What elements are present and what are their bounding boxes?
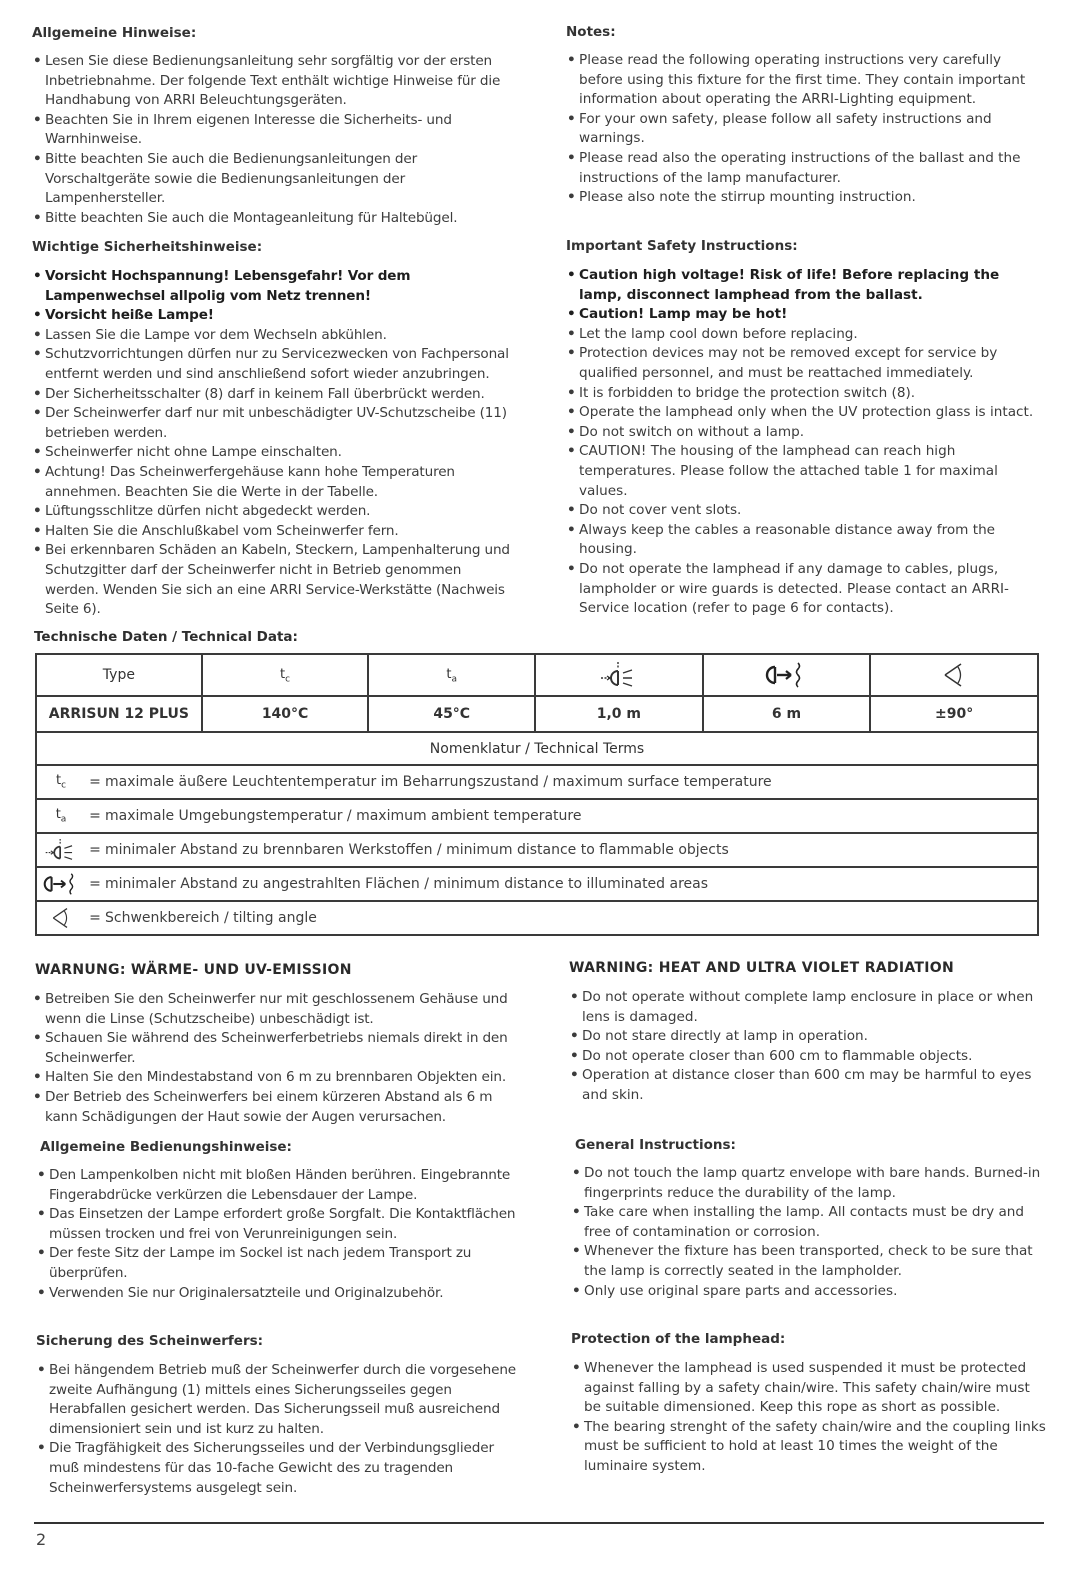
list-item: • Beachten Sie in Ihrem eigenen Interesse die Sicherheits- und Warnhinweise. xyxy=(32,111,512,150)
term-row xyxy=(36,765,1038,799)
list-item: • Operate the lamphead only when the UV protection glass is intact. xyxy=(566,403,1046,423)
de-protection-items xyxy=(36,1361,516,1498)
value-type: ARRISUN 12 PLUS xyxy=(36,696,202,732)
list-item: • Do not cover vent slots. xyxy=(566,501,1046,521)
de-protection-title: Sicherung des Scheinwerfers: xyxy=(36,1333,264,1349)
en-general-items xyxy=(566,51,1046,208)
list-item: • Bei hängendem Betrieb muß der Scheinwerfer durch die vorgesehene zweite Aufhängung (1) mittels eines Sicherungsseiles gegen Herabfallen gesichert werden. Das Sicherungsseil muß ausreichend dimensioniert sein und ist kurz zu halten. xyxy=(36,1361,516,1439)
term-text: minimaler Abstand zu brennbaren Werkstoffen / minimum distance to flammable objects xyxy=(105,842,729,858)
list-item: • Achtung! Das Scheinwerfergehäuse kann hohe Temperaturen annehmen. Beachten Sie die Werte in der Tabelle. xyxy=(32,463,512,502)
list-item: • Bei erkennbaren Schäden an Kabeln, Steckern, Lampenhalterung und Schutzgitter darf der Scheinwerfer nicht in Betrieb genommen werden. Wenden Sie sich an eine ARRI Service-Werkstätte (Nachweis Seite 6). xyxy=(32,541,512,619)
en-operating-list xyxy=(571,1164,1051,1301)
flammable-distance-icon xyxy=(44,838,78,862)
value-tilt: ±90° xyxy=(870,696,1038,732)
term-equals: = xyxy=(89,808,101,824)
list-item: • Halten Sie die Anschlußkabel vom Scheinwerfer fern. xyxy=(32,522,512,542)
de-general-list xyxy=(32,52,512,228)
list-item: • Verwenden Sie nur Originalersatzteile und Originalzubehör. xyxy=(36,1284,516,1304)
list-item: • Do not operate the lamphead if any damage to cables, plugs, lampholder or wire guards is detected. Please contact an ARRI-Service location (refer to page 6 for contacts). xyxy=(566,560,1046,619)
tc-symbol: $t_c$ xyxy=(55,773,67,791)
de-protection-list xyxy=(36,1361,516,1498)
en-safety-bold-item: • Caution! Lamp may be hot! xyxy=(566,305,1046,325)
list-item: • Bitte beachten Sie auch die Bedienungsanleitungen der Vorschaltgeräte sowie die Bedienungsanleitungen der Lampenhersteller. xyxy=(32,150,512,209)
de-general-items xyxy=(32,52,512,228)
list-item: • Lassen Sie die Lampe vor dem Wechseln abkühlen. xyxy=(32,326,512,346)
footer-rule xyxy=(34,1522,1044,1524)
en-safety-title: Important Safety Instructions: xyxy=(566,238,798,254)
header-flammable-distance xyxy=(535,654,703,696)
table-header-row xyxy=(36,654,1038,696)
de-safety-list xyxy=(32,267,512,620)
term-row xyxy=(36,833,1038,867)
list-item: • Scheinwerfer nicht ohne Lampe einschalten. xyxy=(32,443,512,463)
term-row xyxy=(36,867,1038,901)
term-equals: = xyxy=(89,842,101,858)
list-item: • Do not operate without complete lamp enclosure in place or when lens is damaged. xyxy=(569,988,1049,1027)
list-item: • Das Einsetzen der Lampe erfordert große Sorgfalt. Die Kontaktflächen müssen trocken und frei von Verunreinigungen sein. xyxy=(36,1205,516,1244)
en-operating-items xyxy=(571,1164,1051,1301)
de-warning-title: WARNUNG: WÄRME- UND UV-EMISSION xyxy=(35,962,352,978)
list-item: • Please read also the operating instructions of the ballast and the instructions of the lamp manufacturer. xyxy=(566,149,1046,188)
tilt-icon xyxy=(939,661,969,689)
list-item: • Der Sicherheitsschalter (8) darf in keinem Fall überbrückt werden. xyxy=(32,385,512,405)
page-number: 2 xyxy=(36,1530,47,1549)
list-item: • Lüftungsschlitze dürfen nicht abgedeckt werden. xyxy=(32,502,512,522)
list-item: • Whenever the lamphead is used suspended it must be protected against falling by a safety chain/wire. This safety chain/wire must be suitable dimensioned. Keep this rope as short as possible. xyxy=(571,1359,1051,1418)
list-item: • Betreiben Sie den Scheinwerfer nur mit geschlossenem Gehäuse und wenn die Linse (Schutzscheibe) unbeschädigt ist. xyxy=(32,990,512,1029)
en-protection-list xyxy=(571,1359,1051,1477)
list-item: • Do not stare directly at lamp in operation. xyxy=(569,1027,1049,1047)
list-item: • It is forbidden to bridge the protection switch (8). xyxy=(566,384,1046,404)
en-general-list xyxy=(566,51,1046,208)
list-item: • Only use original spare parts and accessories. xyxy=(571,1282,1051,1302)
list-item: • Bitte beachten Sie auch die Montageanleitung für Haltebügel. xyxy=(32,209,512,229)
flammable-distance-icon xyxy=(599,661,639,689)
list-item: • Please read the following operating instructions very carefully before using this fixture for the first time. They contain important information about operating the ARRI-Lighting equipment. xyxy=(566,51,1046,110)
header-ta xyxy=(368,654,535,696)
list-item: • Let the lamp cool down before replacing. xyxy=(566,325,1046,345)
list-item: • Schauen Sie während des Scheinwerferbetriebs niemals direkt in den Scheinwerfer. xyxy=(32,1029,512,1068)
de-operating-items xyxy=(36,1166,516,1303)
list-item: • Schutzvorrichtungen dürfen nur zu Servicezwecken von Fachpersonal entfernt werden und sind anschließend sofort wieder anzubringen. xyxy=(32,345,512,384)
de-general-title: Allgemeine Hinweise: xyxy=(32,25,197,41)
nomenclature-row xyxy=(36,732,1038,765)
header-type: Type xyxy=(36,654,202,696)
illuminated-distance-icon xyxy=(765,661,807,689)
en-safety-bold-item: • Caution high voltage! Risk of life! Before replacing the lamp, disconnect lamphead from the ballast. xyxy=(566,266,1046,305)
list-item: • Die Tragfähigkeit des Sicherungsseiles und der Verbindungsglieder muß mindestens für das 10-fache Gewicht des zu tragenden Scheinwerfersystems ausgelegt sein. xyxy=(36,1439,516,1498)
term-text: maximale Umgebungstemperatur / maximum ambient temperature xyxy=(105,808,582,824)
nomenclature-label: Nomenklatur / Technical Terms xyxy=(36,732,1038,765)
list-item: • Do not operate closer than 600 cm to flammable objects. xyxy=(569,1047,1049,1067)
list-item: • For your own safety, please follow all safety instructions and warnings. xyxy=(566,110,1046,149)
de-safety-bold-item: • Vorsicht Hochspannung! Lebensgefahr! Vor dem Lampenwechsel allpolig vom Netz trennen! xyxy=(32,267,512,306)
tilt-icon xyxy=(48,906,74,930)
list-item: • Halten Sie den Mindestabstand von 6 m zu brennbaren Objekten ein. xyxy=(32,1068,512,1088)
list-item: • Please also note the stirrup mounting instruction. xyxy=(566,188,1046,208)
value-tc: 140°C xyxy=(202,696,369,732)
en-safety-list xyxy=(566,266,1046,619)
de-safety-bold-item: • Vorsicht heiße Lampe! xyxy=(32,306,512,326)
illuminated-distance-icon xyxy=(43,872,79,896)
de-safety-title: Wichtige Sicherheitshinweise: xyxy=(32,239,263,255)
list-item: • Operation at distance closer than 600 cm may be harmful to eyes and skin. xyxy=(569,1066,1049,1105)
list-item: • Take care when installing the lamp. All contacts must be dry and free of contamination or corrosion. xyxy=(571,1203,1051,1242)
de-safety-items xyxy=(32,326,512,620)
list-item: • Der Betrieb des Scheinwerfers bei einem kürzeren Abstand als 6 m kann Schädigungen der Haut sowie der Augen verursachen. xyxy=(32,1088,512,1127)
list-item: • Always keep the cables a reasonable distance away from the housing. xyxy=(566,521,1046,560)
term-equals: = xyxy=(89,910,101,926)
de-operating-title: Allgemeine Bedienungshinweise: xyxy=(40,1139,292,1155)
list-item: • Lesen Sie diese Bedienungsanleitung sehr sorgfältig vor der ersten Inbetriebnahme. Der folgende Text enthält wichtige Hinweise für die Handhabung von ARRI Beleuchtungsgeräten. xyxy=(32,52,512,111)
tc-symbol: $t_c$ xyxy=(280,666,291,685)
term-equals: = xyxy=(89,876,101,892)
list-item: • Der feste Sitz der Lampe im Sockel ist nach jedem Transport zu überprüfen. xyxy=(36,1244,516,1283)
technical-data-table xyxy=(35,653,1039,936)
ta-symbol: $t_a$ xyxy=(446,666,458,685)
list-item: • Whenever the fixture has been transported, check to be sure that the lamp is correctly seated in the lampholder. xyxy=(571,1242,1051,1281)
de-warning-list xyxy=(32,990,512,1127)
de-warning-items xyxy=(32,990,512,1127)
en-warning-list xyxy=(569,988,1049,1106)
list-item: • Protection devices may not be removed except for service by qualified personnel, and must be reattached immediately. xyxy=(566,344,1046,383)
en-protection-items xyxy=(571,1359,1051,1477)
en-protection-title: Protection of the lamphead: xyxy=(571,1331,786,1347)
ta-symbol: $t_a$ xyxy=(55,807,67,825)
list-item: • Der Scheinwerfer darf nur mit unbeschädigter UV-Schutzscheibe (11) betrieben werden. xyxy=(32,404,512,443)
value-flammable-distance: 1,0 m xyxy=(535,696,703,732)
term-row xyxy=(36,901,1038,935)
term-row xyxy=(36,799,1038,833)
list-item: • The bearing strenght of the safety chain/wire and the coupling links must be sufficient to hold at least 10 times the weight of the luminaire system. xyxy=(571,1418,1051,1477)
term-text: minimaler Abstand zu angestrahlten Flächen / minimum distance to illuminated areas xyxy=(105,876,709,892)
en-operating-title: General Instructions: xyxy=(575,1137,736,1153)
de-operating-list xyxy=(36,1166,516,1303)
term-text: maximale äußere Leuchtentemperatur im Beharrungszustand / maximum surface temperature xyxy=(105,774,772,790)
list-item: • Den Lampenkolben nicht mit bloßen Händen berühren. Eingebrannte Fingerabdrücke verkürzen die Lebensdauer der Lampe. xyxy=(36,1166,516,1205)
header-tilt xyxy=(870,654,1038,696)
list-item: • CAUTION! The housing of the lamphead can reach high temperatures. Please follow the attached table 1 for maximal values. xyxy=(566,442,1046,501)
list-item: • Do not switch on without a lamp. xyxy=(566,423,1046,443)
value-ta: 45°C xyxy=(368,696,535,732)
en-warning-title: WARNING: HEAT AND ULTRA VIOLET RADIATION xyxy=(569,960,954,976)
table-value-row xyxy=(36,696,1038,732)
term-equals: = xyxy=(89,774,101,790)
en-safety-items xyxy=(566,325,1046,619)
header-illuminated-distance xyxy=(703,654,871,696)
header-tc xyxy=(202,654,369,696)
term-text: Schwenkbereich / tilting angle xyxy=(105,910,317,926)
value-illuminated-distance: 6 m xyxy=(703,696,871,732)
technical-data-title: Technische Daten / Technical Data: xyxy=(34,629,298,645)
list-item: • Do not touch the lamp quartz envelope with bare hands. Burned-in fingerprints reduce the durability of the lamp. xyxy=(571,1164,1051,1203)
en-general-title: Notes: xyxy=(566,24,616,40)
en-warning-items xyxy=(569,988,1049,1106)
